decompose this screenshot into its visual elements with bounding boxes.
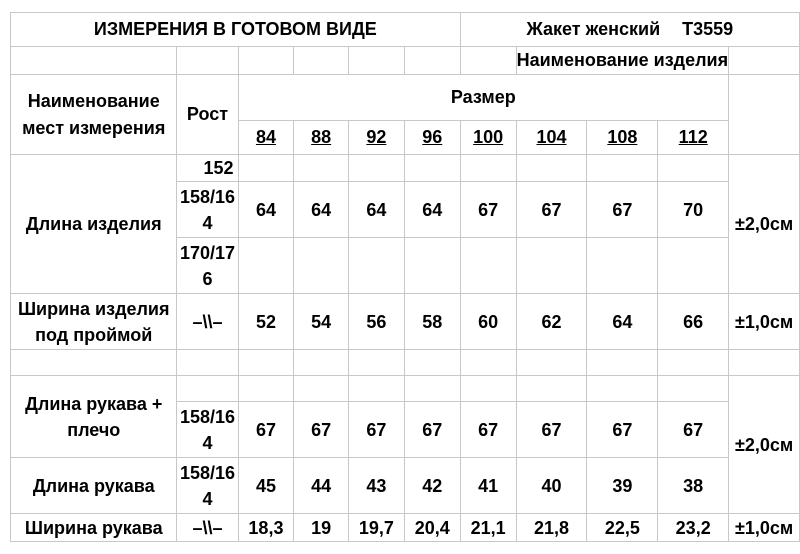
empty-cell — [177, 47, 238, 75]
empty-cell — [404, 376, 460, 402]
empty-cell — [460, 155, 516, 182]
length-row-152 — [11, 155, 800, 182]
product-name: Жакет женский — [526, 19, 661, 40]
empty-cell — [404, 155, 460, 182]
width-height-ditto: –\\– — [177, 294, 238, 350]
product-name-cell — [460, 13, 799, 47]
product-code: Т3559 — [682, 19, 734, 40]
sleeve-length-value: 40 — [516, 458, 587, 514]
width-value: 54 — [294, 294, 348, 350]
empty-cell — [238, 238, 294, 294]
sleeve-length-value: 41 — [460, 458, 516, 514]
sleeve-shoulder-value: 67 — [460, 402, 516, 458]
empty-cell — [658, 350, 729, 376]
length-value: 64 — [348, 182, 404, 238]
sleeve-length-value: 43 — [348, 458, 404, 514]
sleeve-length-row — [11, 458, 800, 514]
empty-cell — [404, 350, 460, 376]
empty-cell — [238, 376, 294, 402]
height-152: 152 — [177, 155, 238, 182]
empty-cell — [348, 155, 404, 182]
empty-cell — [404, 47, 460, 75]
width-value: 58 — [404, 294, 460, 350]
empty-cell — [294, 155, 348, 182]
sleeve-width-value: 21,8 — [516, 514, 587, 542]
empty-cell — [587, 376, 658, 402]
sleeve-shoulder-value: 67 — [404, 402, 460, 458]
empty-cell — [729, 47, 800, 75]
empty-cell — [177, 350, 238, 376]
length-value: 67 — [460, 182, 516, 238]
sleeve-shoulder-value: 67 — [238, 402, 294, 458]
empty-cell — [658, 238, 729, 294]
sleeve-width-value: 18,3 — [238, 514, 294, 542]
empty-cell — [516, 376, 587, 402]
empty-cell — [460, 350, 516, 376]
sleeve-length-label: Длина рукава — [11, 458, 177, 514]
caption-row — [11, 47, 800, 75]
size-92: 92 — [348, 121, 404, 155]
empty-cell — [238, 350, 294, 376]
sleeve-shoulder-value: 67 — [516, 402, 587, 458]
empty-cell — [294, 350, 348, 376]
header-row-top — [11, 75, 800, 121]
width-value: 60 — [460, 294, 516, 350]
sleeve-length-value: 42 — [404, 458, 460, 514]
measurement-table — [10, 12, 800, 542]
size-108: 108 — [587, 121, 658, 155]
length-value: 64 — [404, 182, 460, 238]
empty-cell — [460, 376, 516, 402]
tolerance-header — [729, 75, 800, 155]
length-tolerance: ±2,0см — [729, 155, 800, 294]
width-tolerance: ±1,0см — [729, 294, 800, 350]
empty-cell — [460, 47, 516, 75]
empty-cell — [177, 376, 238, 402]
product-caption: Наименование изделия — [516, 47, 729, 75]
sleeve-width-tolerance: ±1,0см — [729, 514, 800, 542]
sleeve-shoulder-value: 67 — [294, 402, 348, 458]
length-value: 67 — [587, 182, 658, 238]
empty-cell — [348, 376, 404, 402]
sleeve-length-height: 158/164 — [177, 458, 238, 514]
length-value: 64 — [294, 182, 348, 238]
sleeve-width-value: 20,4 — [404, 514, 460, 542]
empty-cell — [348, 47, 404, 75]
sleeve-length-value: 44 — [294, 458, 348, 514]
empty-cell — [587, 155, 658, 182]
sleeve-length-tolerance: ±2,0см — [729, 376, 800, 514]
empty-cell — [404, 238, 460, 294]
width-value: 56 — [348, 294, 404, 350]
length-value: 67 — [516, 182, 587, 238]
empty-cell — [516, 238, 587, 294]
empty-cell — [294, 47, 348, 75]
empty-cell — [294, 238, 348, 294]
sleeve-shoulder-value: 67 — [658, 402, 729, 458]
size-header: Размер — [238, 75, 729, 121]
sleeve-length-value: 38 — [658, 458, 729, 514]
sleeve-length-value: 39 — [587, 458, 658, 514]
sleeve-width-value: 22,5 — [587, 514, 658, 542]
height-170-176: 170/176 — [177, 238, 238, 294]
sleeve-length-value: 45 — [238, 458, 294, 514]
width-row — [11, 294, 800, 350]
empty-cell — [348, 350, 404, 376]
width-label: Ширина изделия под проймой — [11, 294, 177, 350]
size-84: 84 — [238, 121, 294, 155]
title-row — [11, 13, 800, 47]
sleeve-shoulder-value: 67 — [587, 402, 658, 458]
empty-cell — [294, 376, 348, 402]
empty-cell — [658, 155, 729, 182]
empty-cell — [516, 350, 587, 376]
empty-cell — [729, 350, 800, 376]
height-158-164: 158/164 — [177, 182, 238, 238]
sleeve-width-value: 19,7 — [348, 514, 404, 542]
sleeve-width-label: Ширина рукава — [11, 514, 177, 542]
size-112: 112 — [658, 121, 729, 155]
empty-cell — [587, 238, 658, 294]
width-value: 64 — [587, 294, 658, 350]
size-100: 100 — [460, 121, 516, 155]
size-96: 96 — [404, 121, 460, 155]
empty-cell — [11, 47, 177, 75]
empty-cell — [587, 350, 658, 376]
empty-cell — [658, 376, 729, 402]
empty-cell — [516, 155, 587, 182]
empty-cell — [238, 47, 294, 75]
empty-cell — [460, 238, 516, 294]
sheet-title: ИЗМЕРЕНИЯ В ГОТОВОМ ВИДЕ — [11, 13, 461, 47]
sleeve-width-value: 19 — [294, 514, 348, 542]
sleeve-shoulder-height: 158/164 — [177, 402, 238, 458]
width-value: 62 — [516, 294, 587, 350]
length-value: 70 — [658, 182, 729, 238]
empty-cell — [11, 350, 177, 376]
empty-cell — [238, 155, 294, 182]
sleeve-width-value: 21,1 — [460, 514, 516, 542]
measure-header: Наименование мест измерения — [11, 75, 177, 155]
sleeve-shoulder-row-top — [11, 376, 800, 402]
sleeve-width-row — [11, 514, 800, 542]
sleeve-width-value: 23,2 — [658, 514, 729, 542]
height-header: Рост — [177, 75, 238, 155]
spacer-row — [11, 350, 800, 376]
length-value: 64 — [238, 182, 294, 238]
length-label: Длина изделия — [11, 155, 177, 294]
empty-cell — [348, 238, 404, 294]
sleeve-shoulder-label: Длина рукава + плечо — [11, 376, 177, 458]
size-104: 104 — [516, 121, 587, 155]
width-value: 52 — [238, 294, 294, 350]
width-value: 66 — [658, 294, 729, 350]
size-88: 88 — [294, 121, 348, 155]
sleeve-width-height-ditto: –\\– — [177, 514, 238, 542]
sleeve-shoulder-value: 67 — [348, 402, 404, 458]
